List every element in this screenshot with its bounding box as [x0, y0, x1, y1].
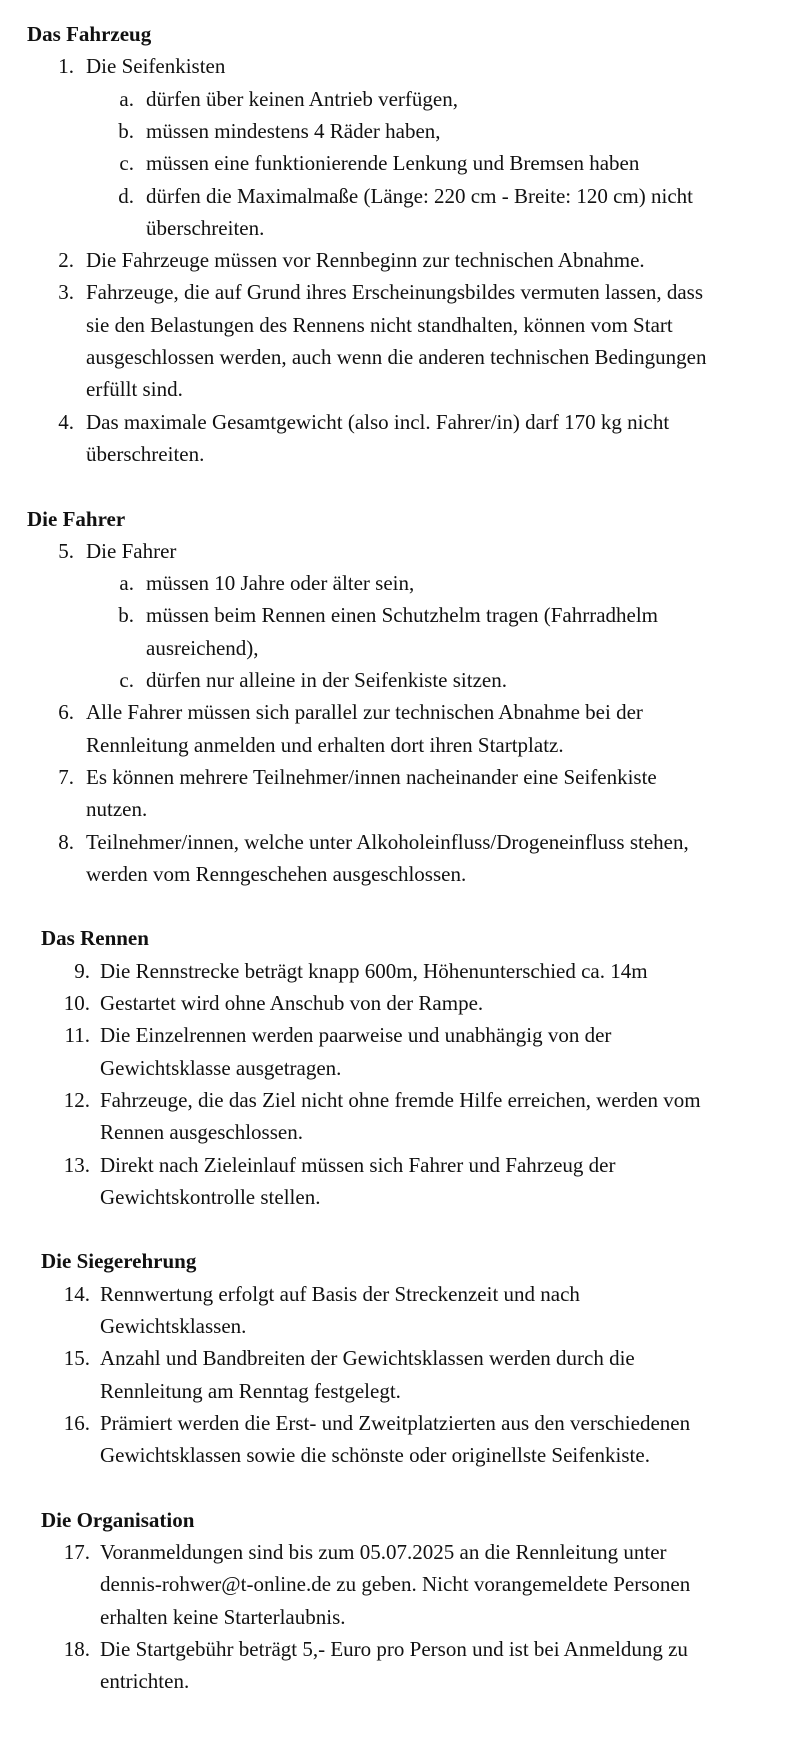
sub-item-text-line: dürfen nur alleine in der Seifenkiste sitzen. [146, 668, 507, 692]
item-text-line: sie den Belastungen des Rennens nicht standhalten, können vom Start [86, 312, 673, 337]
item-text-line: Fahrzeuge, die auf Grund ihres Erscheinungsbildes vermuten lassen, dass [86, 280, 703, 305]
item-text-line: Die Einzelrennen werden paarweise und unabhängig von der [100, 1023, 612, 1048]
section-heading: Das Fahrzeug [27, 22, 152, 46]
item-text-line: Die Seifenkisten [86, 54, 226, 79]
item-text-line: Die Fahrzeuge müssen vor Rennbeginn zur technischen Abnahme. [86, 248, 645, 273]
item-number: 15. [63, 1346, 90, 1371]
item-text-line: Direkt nach Zieleinlauf müssen sich Fahrer und Fahrzeug der [100, 1152, 616, 1177]
sub-item-text-line: ausreichend), [146, 635, 259, 660]
item-text-line: Das maximale Gesamtgewicht (also incl. Fahrer/in) darf 170 kg nicht [86, 409, 670, 434]
section-heading: Das Rennen [41, 926, 149, 951]
item-text-line: Anzahl und Bandbreiten der Gewichtsklassen werden durch die [100, 1346, 635, 1371]
item-text-line: Gestartet wird ohne Anschub von der Rampe. [100, 991, 484, 1015]
sub-item-letter: d. [118, 183, 134, 208]
item-text-line: Teilnehmer/innen, welche unter Alkoholeinfluss/Drogeneinfluss stehen, [86, 829, 689, 854]
item-text-line: werden vom Renngeschehen ausgeschlossen. [86, 861, 467, 886]
item-text-line: Rennwertung erfolgt auf Basis der Streckenzeit und nach [100, 1281, 580, 1306]
item-number: 1. [58, 54, 74, 79]
sub-item-text-line: dürfen die Maximalmaße (Länge: 220 cm - Breite: 120 cm) nicht [146, 183, 693, 208]
section-heading: Die Siegerehrung [41, 1249, 197, 1274]
item-text-line: Rennen ausgeschlossen. [100, 1120, 303, 1145]
item-number: 13. [63, 1152, 90, 1177]
item-text-line: Rennleitung am Renntag festgelegt. [100, 1378, 401, 1403]
sub-item-letter: c. [119, 151, 134, 176]
section-heading: Die Fahrer [27, 506, 126, 531]
item-text-line: Alle Fahrer müssen sich parallel zur technischen Abnahme bei der [86, 700, 643, 725]
sub-item-text-line: dürfen über keinen Antrieb verfügen, [146, 86, 458, 111]
item-number: 11. [64, 1023, 90, 1048]
item-number: 2. [58, 248, 74, 273]
item-text-line: Fahrzeuge, die das Ziel nicht ohne fremde Hilfe erreichen, werden vom [100, 1087, 701, 1112]
item-text-line: Voranmeldungen sind bis zum 05.07.2025 an die Rennleitung unter [100, 1540, 667, 1565]
item-number: 17. [63, 1540, 90, 1565]
sub-item-letter: c. [119, 668, 134, 692]
sub-item-letter: a. [119, 571, 134, 596]
item-number: 18. [63, 1637, 90, 1661]
item-text-line: Prämiert werden die Erst- und Zweitplatzierten aus den verschiedenen [100, 1410, 691, 1435]
section-heading: Die Organisation [41, 1507, 195, 1532]
sub-item-text-line: müssen mindestens 4 Räder haben, [146, 118, 441, 143]
item-text-line: nutzen. [86, 797, 148, 822]
item-number: 9. [74, 958, 90, 983]
item-text-line: Die Rennstrecke beträgt knapp 600m, Höhenunterschied ca. 14m [100, 958, 648, 983]
item-number: 6. [58, 700, 74, 725]
item-number: 8. [58, 829, 74, 854]
item-number: 5. [58, 538, 74, 563]
sub-item-letter: b. [118, 118, 134, 143]
item-number: 10. [63, 991, 90, 1015]
item-number: 7. [58, 764, 74, 789]
item-text-line: entrichten. [100, 1669, 190, 1694]
item-number: 12. [63, 1087, 90, 1112]
item-text-line: dennis-rohwer@t-online.de zu geben. Nicht vorangemeldete Personen [100, 1572, 691, 1597]
item-number: 16. [63, 1410, 90, 1435]
item-text-line: erfüllt sind. [86, 377, 183, 402]
item-text-line: Gewichtskontrolle stellen. [100, 1184, 321, 1209]
item-text-line: Rennleitung anmelden und erhalten dort ihren Startplatz. [86, 732, 564, 757]
sub-item-text-line: überschreiten. [146, 215, 265, 240]
item-text-line: Gewichtsklassen. [100, 1314, 247, 1338]
item-number: 14. [63, 1281, 90, 1306]
item-text-line: Gewichtsklassen sowie die schönste oder originellste Seifenkiste. [100, 1443, 650, 1468]
sub-item-text-line: müssen 10 Jahre oder älter sein, [146, 571, 415, 596]
sub-item-text-line: müssen eine funktionierende Lenkung und Bremsen haben [146, 151, 640, 176]
item-text-line: Die Fahrer [86, 538, 177, 563]
item-text-line: überschreiten. [86, 441, 205, 466]
item-text-line: Gewichtsklasse ausgetragen. [100, 1055, 342, 1080]
sub-item-text-line: müssen beim Rennen einen Schutzhelm tragen (Fahrradhelm [146, 603, 659, 628]
sub-item-letter: b. [118, 603, 134, 628]
item-text-line: erhalten keine Starterlaubnis. [100, 1604, 346, 1629]
sub-item-letter: a. [119, 86, 134, 111]
item-text-line: Die Startgebühr beträgt 5,- Euro pro Person und ist bei Anmeldung zu [100, 1637, 688, 1661]
item-text-line: Es können mehrere Teilnehmer/innen nacheinander eine Seifenkiste [86, 764, 657, 789]
item-number: 3. [58, 280, 74, 305]
item-text-line: ausgeschlossen werden, auch wenn die anderen technischen Bedingungen [86, 345, 707, 369]
item-number: 4. [58, 409, 74, 434]
